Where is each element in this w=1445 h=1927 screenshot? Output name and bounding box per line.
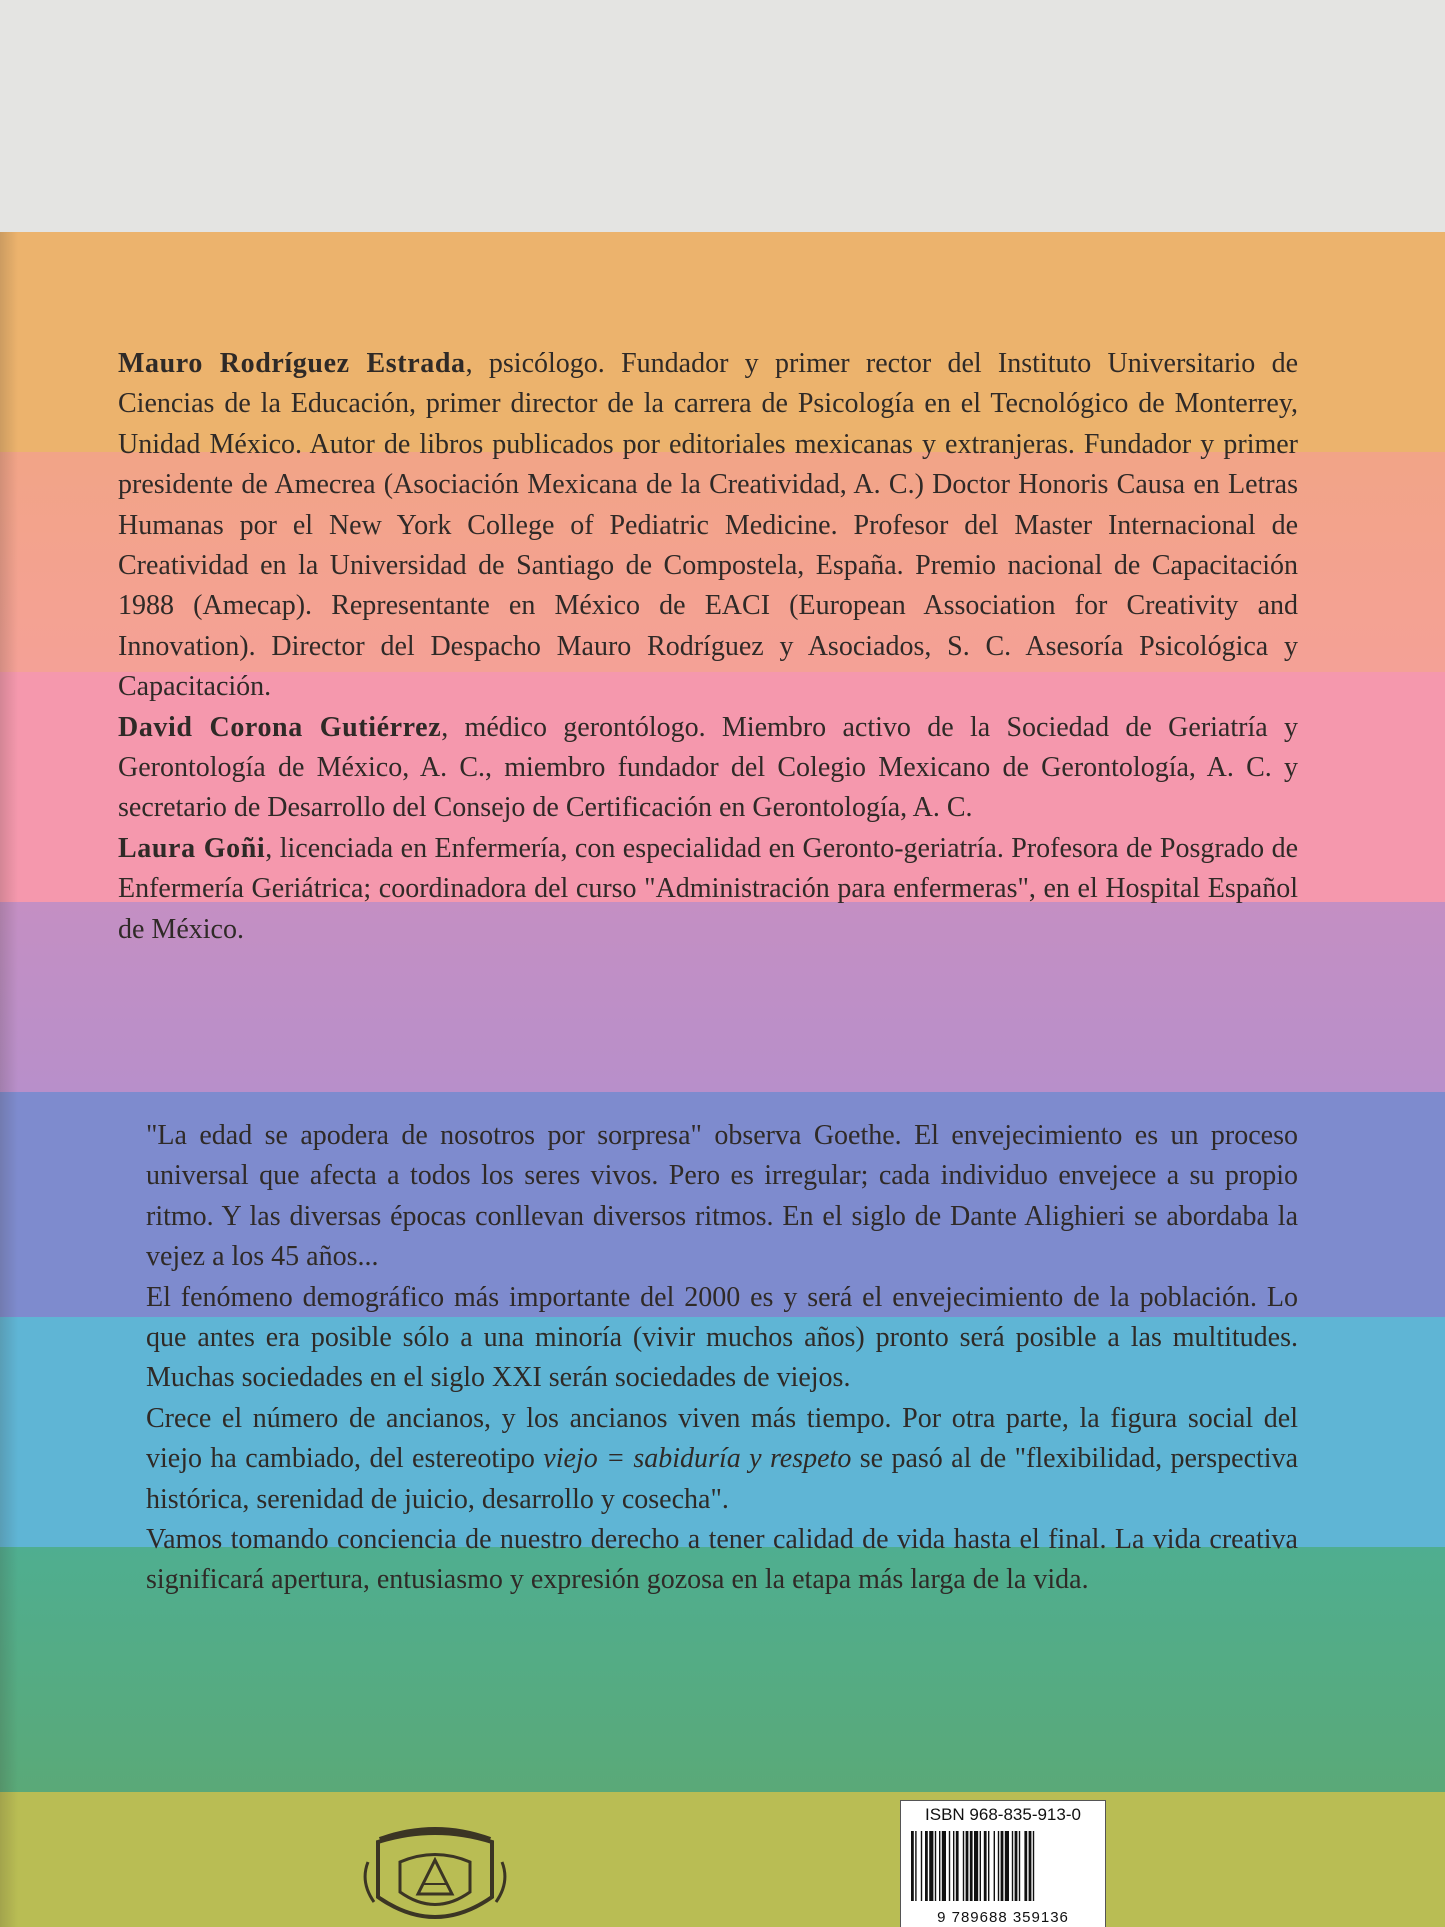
author-name: Mauro Rodríguez Estrada	[118, 348, 466, 379]
blurb-paragraph: "La edad se apodera de nosotros por sorpresa" observa Goethe. El envejecimiento es un proceso universal que afecta a todos los seres vivos. Pero es irregular; cada individuo envejece a su propio ritmo. Y las diversas épocas conllevan diversos ritmos. En el siglo de Dante Alighieri se abordaba la vejez a los 45 años...	[146, 1120, 1298, 1273]
author-bios	[118, 344, 1298, 950]
author-description: , médico gerontólogo. Miembro activo de la Sociedad de Geriatría y Gerontología de México, A. C., miembro fundador del Colegio Mexicano de Gerontología, A. C. y secretario de Desarrollo del Consejo de Certificación en Gerontología, A. C.	[118, 711, 1298, 824]
blurb-paragraph: Vamos tomando conciencia de nuestro derecho a tener calidad de vida hasta el final. La vida creativa significará apertura, entusiasmo y expresión gozosa en la etapa más larga de la vida.	[146, 1524, 1298, 1596]
bio-laura	[118, 829, 1298, 950]
blurb-text: Crece el número de ancianos, y los ancianos viven más tiempo. Por otra parte, la figura social del viejo ha cambiado, del estereotipo	[146, 1402, 1298, 1475]
author-description: , psicólogo. Fundador y primer rector del Instituto Universitario de Ciencias de la Educación, primer director de la carrera de Psicología en el Tecnológico de Monterrey, Unidad México. Autor de libros publicados por editoriales mexicanas y extranjeras. Fundador y primer presidente de Amecrea (Asociación Mexicana de la Creatividad, A. C.) Doctor Honoris Causa en Letras Humanas por el New York College of Pediatric Medicine. Profesor del Master Internacional de Creatividad en la Universidad de Santiago de Compostela, España. Premio nacional de Capacitación 1988 (Amecap). Representante en México de EACI (European Association for Creativity and Innovation). Director del Despacho Mauro Rodríguez y Asociados, S. C. Asesoría Psicológica y Capacitación.	[118, 348, 1299, 703]
blurb-paragraph: El fenómeno demográfico más importante del 2000 es y será el envejecimiento de la población. Lo que antes era posible sólo a una minoría (vivir muchos años) pronto será posible a las multitudes. Muchas sociedades en el siglo XXI serán sociedades de viejos.	[146, 1281, 1298, 1394]
publisher-seal-icon	[360, 1822, 510, 1927]
page-edge-shadow	[0, 232, 18, 1927]
barcode-bars-icon	[911, 1831, 1095, 1901]
author-name: David Corona Gutiérrez	[118, 711, 442, 743]
bio-mauro	[118, 344, 1298, 708]
back-cover	[0, 232, 1445, 1927]
blurb-text: se pasó al de "flexibilidad, perspectiva histórica, serenidad de juicio, desarrollo y cosecha".	[146, 1443, 1298, 1515]
book-blurb	[146, 1116, 1298, 1601]
isbn-barcode	[900, 1800, 1106, 1927]
stripe-olive	[0, 1792, 1445, 1927]
blurb-italic-text: viejo = sabiduría y respeto	[543, 1443, 852, 1475]
author-description: , licenciada en Enfermería, con especialidad en Geronto-geriatría. Profesora de Posgrado de Enfermería Geriátrica; coordinadora del curso "Administración para enfermeras", en el Hospital Español de México.	[118, 832, 1298, 945]
bio-david	[118, 708, 1298, 829]
author-name: Laura Goñi	[118, 832, 266, 864]
barcode-digits: 9 789688 359136	[937, 1909, 1069, 1926]
isbn-label: ISBN 968-835-913-0	[925, 1805, 1081, 1824]
blurb-paragraph	[146, 1399, 1298, 1520]
